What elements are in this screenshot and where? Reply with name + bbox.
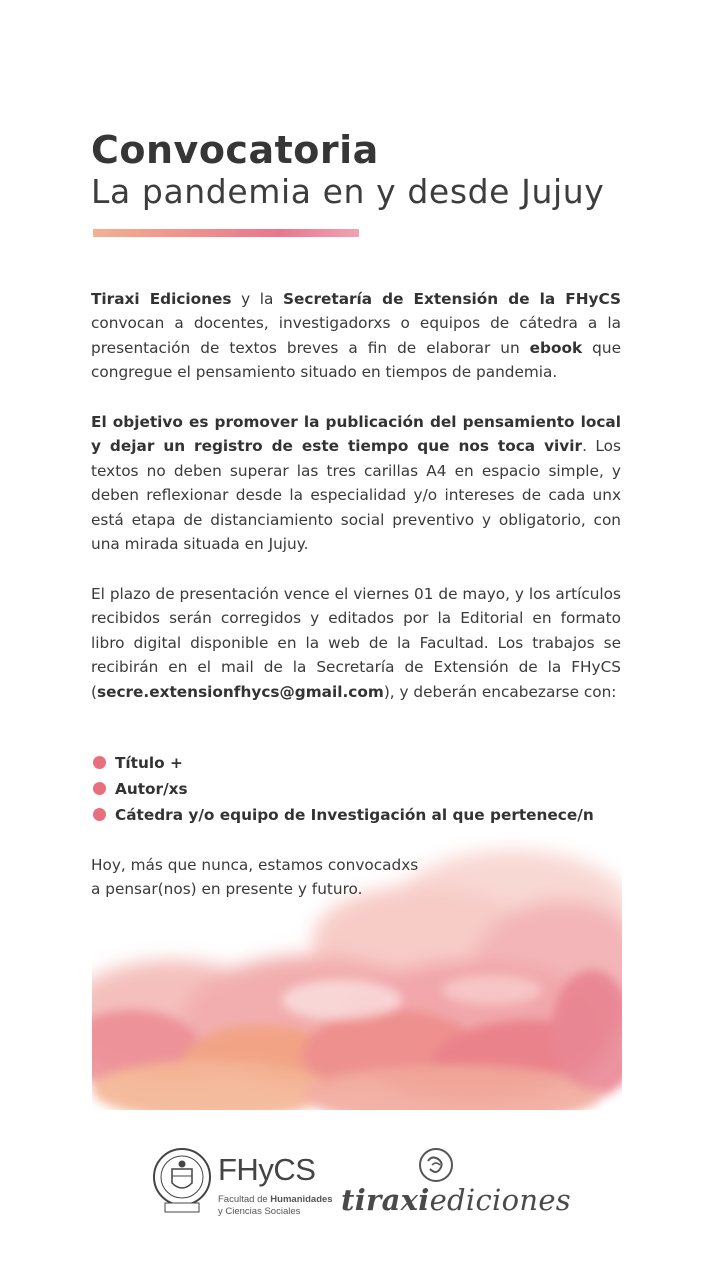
deadline-text-b: ), y deberán encabezarse con:	[383, 682, 617, 701]
paragraph-intro	[91, 287, 621, 385]
secretaria-name: Secretaría de Extensión de la FHyCS	[283, 290, 622, 308]
intro-text-b: convocan a docentes, investigadorxs o equipos de cátedra a la presentación de textos breves a fin de elaborar un	[91, 314, 621, 357]
watercolor-illustration	[92, 800, 622, 1110]
closing-line-2: a pensar(nos) en presente y futuro.	[91, 880, 363, 899]
list-item-label: Autor/xs	[115, 780, 188, 798]
paragraph-objective	[91, 410, 621, 556]
intro-text-c: que congregue el pensamiento situado en tiempos de pandemia.	[91, 338, 621, 382]
fhycs-subtitle-1	[218, 1194, 333, 1205]
closing-message	[91, 853, 511, 902]
fhycs-subtitle-1b: Humanidades	[270, 1194, 333, 1205]
list-item	[91, 750, 631, 776]
objective-text: . Los textos no deben superar las tres carillas A4 en espacio simple, y deben reflexionar desde la especialidad y/o intereses de cada unx está etapa de distanciamiento social preventivo y obligatorio, con una mirada situada en Jujuy.	[91, 437, 622, 554]
fhycs-subtitle-2: y Ciencias Sociales	[218, 1206, 301, 1217]
list-item	[91, 776, 631, 802]
page-subtitle: La pandemia en y desde Jujuy	[91, 172, 605, 211]
objective-statement: El objetivo es promover la publicación del pensamiento local y dejar un registro de este tiempo que nos toca vivir	[91, 413, 621, 456]
bullet-dot-icon	[93, 782, 106, 795]
tiraxi-mark-icon	[418, 1147, 454, 1183]
closing-line-1: Hoy, más que nunca, estamos convocadxs	[91, 856, 419, 874]
page-title: Convocatoria	[91, 128, 379, 172]
title-divider	[93, 229, 359, 237]
contact-email[interactable]: secre.extensionfhycs@gmail.com	[96, 682, 384, 701]
deadline-text-a: El plazo de presentación vence el viernes 01 de mayo, y los artículos recibidos serán corregidos y editados por la Editorial en formato libro digital disponible en la web de la Facultad. Los trabajos se recibirán en el mail de la Secretaría de Extensión de la FHyCS (	[91, 585, 621, 701]
paragraph-deadline	[91, 582, 621, 704]
ebook-word: ebook	[529, 338, 583, 357]
list-item-label: Cátedra y/o equipo de Investigación al que pertenece/n	[115, 806, 594, 824]
tiraxi-logo-text	[341, 1183, 571, 1217]
tiraxi-logo-bold: tiraxi	[341, 1183, 430, 1217]
fhycs-logo-text: FHyCS	[218, 1152, 316, 1187]
list-item-label: Título +	[115, 754, 183, 772]
university-seal-logo	[151, 1143, 213, 1217]
tiraxi-logo-light: ediciones	[429, 1183, 571, 1217]
publisher-name: Tiraxi Ediciones	[91, 290, 232, 308]
intro-text-a: y la	[231, 290, 283, 308]
bullet-dot-icon	[93, 756, 106, 769]
fhycs-subtitle-1a: Facultad de	[218, 1194, 271, 1205]
